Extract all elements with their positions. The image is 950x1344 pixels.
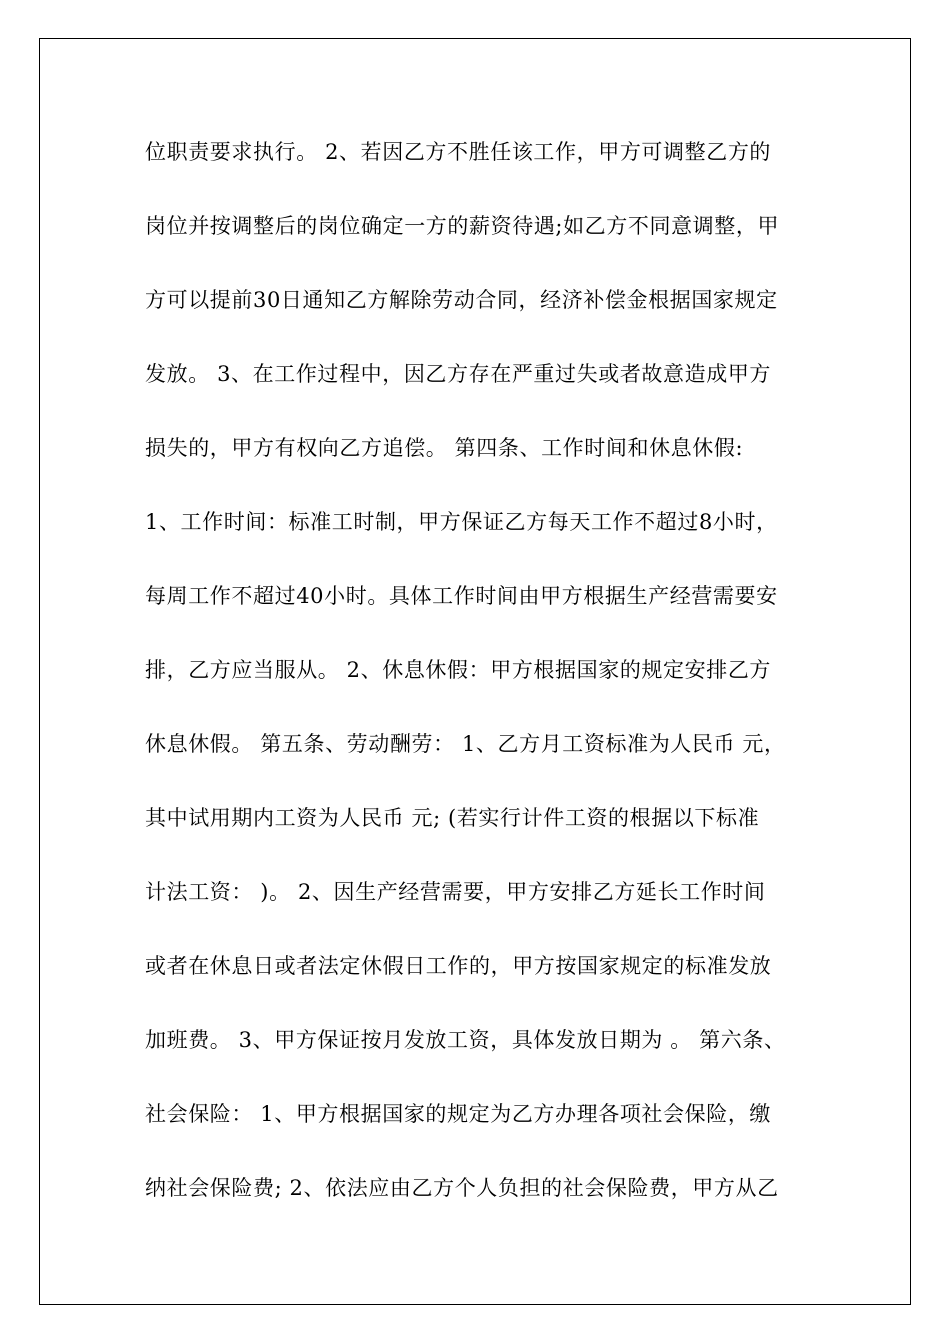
text-line: 加班费。 3、甲方保证按月发放工资，具体发放日期为 。 第六条、 [145, 1028, 786, 1052]
text-line: 位职责要求执行。 2、若因乙方不胜任该工作，甲方可调整乙方的 [145, 140, 772, 164]
text-line: 社会保险： 1、甲方根据国家的规定为乙方办理各项社会保险，缴 [145, 1102, 772, 1126]
text-line: 排，乙方应当服从。 2、休息休假：甲方根据国家的规定安排乙方 [145, 658, 772, 682]
text-line: 发放。 3、在工作过程中，因乙方存在严重过失或者故意造成甲方 [145, 362, 772, 386]
document-body [145, 128, 825, 1238]
text-line: 休息休假。 第五条、劳动酬劳： 1、乙方月工资标准为人民币 元， [145, 732, 786, 756]
text-line: 每周工作不超过40小时。具体工作时间由甲方根据生产经营需要安 [145, 584, 778, 608]
text-line: 损失的，甲方有权向乙方追偿。 第四条、工作时间和休息休假: [145, 436, 744, 460]
text-line: 1、工作时间：标准工时制，甲方保证乙方每天工作不超过8小时， [145, 510, 778, 534]
text-line: 纳社会保险费; 2、依法应由乙方个人负担的社会保险费，甲方从乙 [145, 1176, 779, 1200]
text-line: 其中试用期内工资为人民币 元; (若实行计件工资的根据以下标准 [145, 806, 760, 830]
text-line: 岗位并按调整后的岗位确定一方的薪资待遇;如乙方不同意调整，甲 [145, 214, 780, 238]
text-line: 方可以提前30日通知乙方解除劳动合同，经济补偿金根据国家规定 [145, 288, 778, 312]
text-line: 或者在休息日或者法定休假日工作的，甲方按国家规定的标准发放 [145, 954, 772, 978]
text-line: 计法工资： )。 2、因生产经营需要，甲方安排乙方延长工作时间 [145, 880, 766, 904]
